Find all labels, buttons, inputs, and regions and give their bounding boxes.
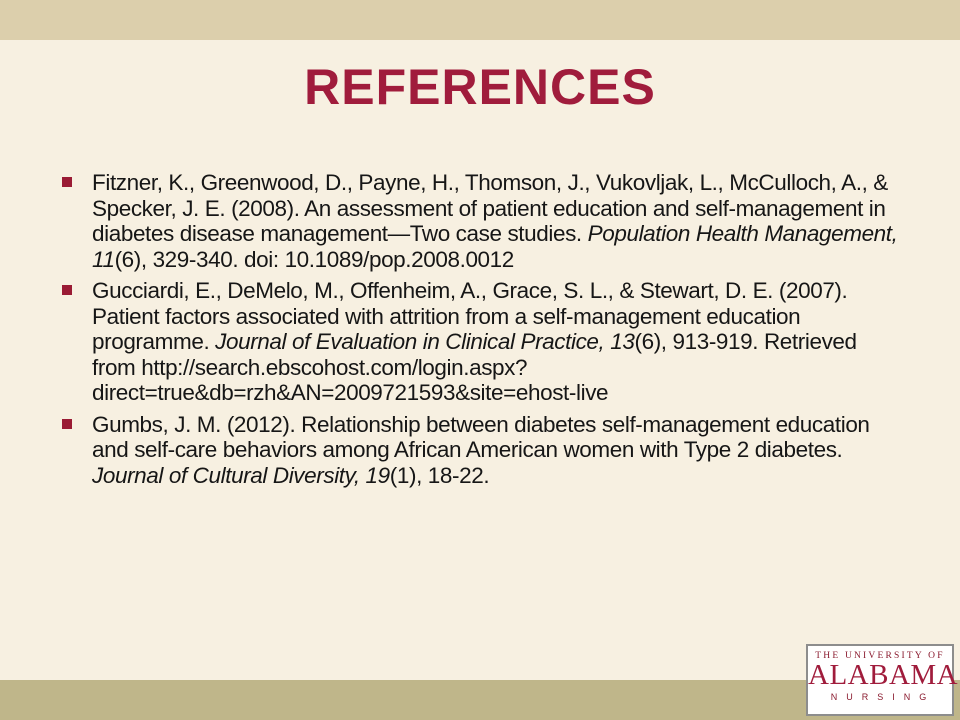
journal-title: Population Health Management, 11	[92, 221, 898, 272]
slide-title: REFERENCES	[304, 59, 656, 115]
reference-item	[62, 412, 902, 489]
journal-title: Journal of Evaluation in Clinical Practice, 13	[215, 329, 635, 354]
reference-list	[62, 170, 902, 494]
logo-bottom-text: NURSING	[830, 692, 936, 702]
journal-title: Journal of Cultural Diversity, 19	[92, 462, 390, 488]
bullet-square-icon	[62, 419, 72, 429]
university-logo	[806, 644, 959, 716]
reference-text: Fitzner, K., Greenwood, D., Payne, H., Thomson, J., Vukovljak, L., McCulloch, A., & Specker, J. E. (2008). An assessment of patient education and self-management in diabetes disease management—Two case studies.	[92, 170, 888, 246]
reference-text: Gucciardi, E., DeMelo, M., Offenheim, A., Grace, S. L., & Stewart, D. E. (2007). Patient factors associated with attrition from a self-management education programme.	[92, 278, 848, 354]
top-bar	[0, 0, 960, 40]
reference-text: Gumbs, J. M. (2012). Relationship between diabetes self-management education and self-care behaviors among African American women with Type 2 diabetes.	[92, 411, 870, 462]
logo-top-text: THE UNIVERSITY OF	[815, 651, 945, 661]
reference-item	[62, 170, 902, 272]
bullet-square-icon	[62, 285, 72, 295]
logo-main-text: ALABAMA	[808, 659, 959, 691]
reference-item	[62, 278, 902, 406]
reference-details: (1), 18-22.	[389, 462, 490, 488]
reference-details: (6), 913-919. Retrieved from http://search.ebscohost.com/login.aspx?direct=true&db=rzh&AN=2009721593&site=ehost-live	[92, 329, 857, 405]
bullet-square-icon	[62, 177, 72, 187]
reference-details: (6), 329-340. doi: 10.1089/pop.2008.0012	[114, 246, 514, 272]
